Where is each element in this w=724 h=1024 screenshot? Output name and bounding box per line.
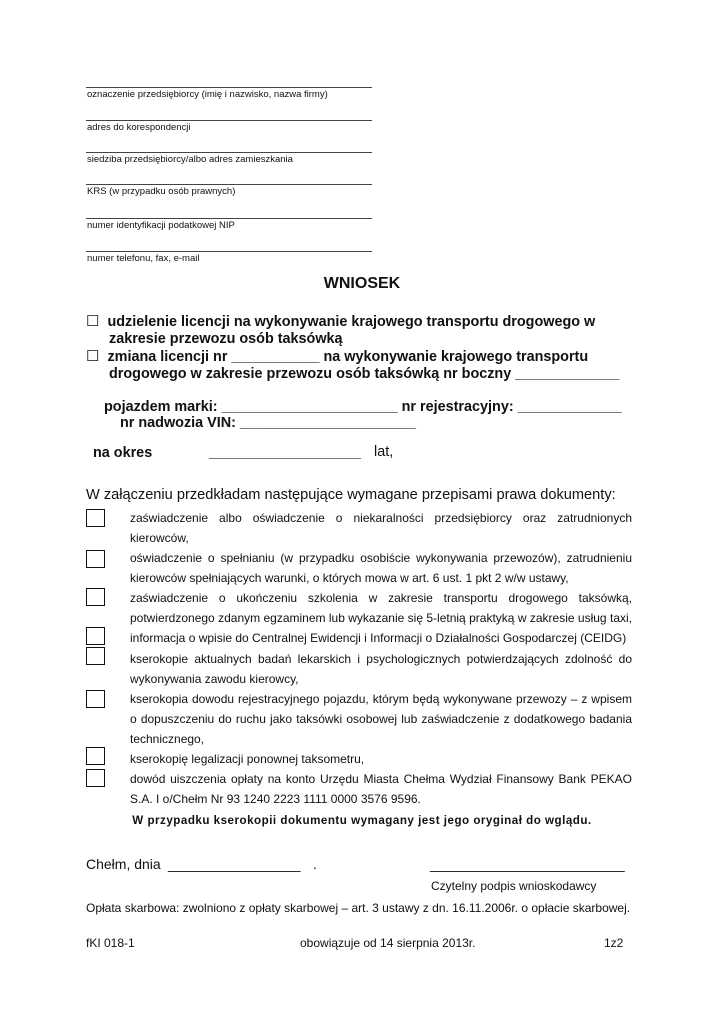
document-item-line: wykonywania zawodu kierowcy, bbox=[130, 672, 299, 686]
place-date-label: Chełm, dnia bbox=[86, 856, 161, 872]
form-code: fKI 018-1 bbox=[86, 936, 135, 950]
valid-from: obowiązuje od 14 sierpnia 2013r. bbox=[300, 936, 476, 950]
document-item-line: kserokopie aktualnych badań lekarskich i psychologicznych potwierdzających zdolność do bbox=[130, 652, 632, 666]
registered-office-caption: siedziba przedsiębiorcy/albo adres zamieszkania bbox=[87, 154, 293, 165]
vehicle-make-registration[interactable]: pojazdem marki: ______________________ nr rejestracyjny: _____________ bbox=[104, 399, 622, 415]
document-item-line: kserokopię legalizacji ponownej taksometru, bbox=[130, 752, 365, 766]
date-blank[interactable]: _________________ bbox=[168, 856, 301, 872]
registered-office-line[interactable] bbox=[86, 152, 372, 153]
document-item-line: o dopuszczeniu do ruchu jako taksówki osobowej lub zaświadczenie z dodatkowego badania bbox=[130, 712, 632, 726]
document-item-line: kserokopia dowodu rejestracyjnego pojazdu, którym będą wykonywane przewozy – z wpisem bbox=[130, 692, 632, 706]
checkbox-icon[interactable]: ☐ bbox=[86, 348, 100, 365]
license-change-line2: drogowego w zakresie przewozu osób taksówką nr boczny _____________ bbox=[109, 366, 620, 382]
nip-caption: numer identyfikacji podatkowej NIP bbox=[87, 220, 235, 231]
license-grant-option[interactable] bbox=[86, 312, 595, 332]
period-label: na okres bbox=[93, 445, 153, 461]
signature-blank[interactable]: _________________________ bbox=[430, 856, 625, 872]
license-change-option[interactable] bbox=[86, 347, 588, 367]
document-checkbox[interactable] bbox=[86, 747, 105, 765]
nip-line[interactable] bbox=[86, 218, 372, 219]
document-checkbox[interactable] bbox=[86, 509, 105, 527]
page-title: WNIOSEK bbox=[323, 275, 401, 292]
vehicle-vin[interactable]: nr nadwozia VIN: ______________________ bbox=[120, 415, 417, 431]
document-checkbox[interactable] bbox=[86, 769, 105, 787]
document-item-line: dowód uiszczenia opłaty na konto Urzędu Miasta Chełma Wydział Finansowy Bank PEKAO bbox=[130, 772, 632, 786]
attachments-intro: W załączeniu przedkładam następujące wymagane przepisami prawa dokumenty: bbox=[86, 487, 616, 503]
page-number: 1z2 bbox=[604, 936, 624, 950]
document-item-line: zaświadczenie albo oświadczenie o niekaralności przedsiębiorcy oraz zatrudnionych bbox=[130, 511, 632, 525]
applicant-name-caption: oznaczenie przedsiębiorcy (imię i nazwisko, nazwa firmy) bbox=[87, 89, 328, 100]
document-checkbox[interactable] bbox=[86, 550, 105, 568]
krs-caption: KRS (w przypadku osób prawnych) bbox=[87, 186, 236, 197]
original-document-note: W przypadku kserokopii dokumentu wymagany jest jego oryginał do wglądu. bbox=[132, 814, 592, 827]
document-item-line: kierowców spełniających warunki, o których mowa w art. 6 ust. 1 pkt 2 w/w ustawy, bbox=[130, 571, 569, 585]
document-item-line: S.A. I o/Chełm Nr 93 1240 2223 1111 0000 3576 9596. bbox=[130, 792, 421, 806]
applicant-name-line[interactable] bbox=[86, 87, 372, 88]
document-item-line: informacja o wpisie do Centralnej Ewidencji i Informacji o Działalności Gospodarczej (CEIDG) bbox=[130, 631, 627, 645]
license-change-line1: zmiana licencji nr ___________ na wykonywanie krajowego transportu bbox=[107, 349, 589, 365]
document-item-line: oświadczenie o spełnianiu (w przypadku osobiście wykonywania przewozów), zatrudnieniu bbox=[130, 551, 632, 565]
document-item-line: technicznego, bbox=[130, 732, 205, 746]
document-checkbox[interactable] bbox=[86, 627, 105, 645]
document-checkbox[interactable] bbox=[86, 690, 105, 708]
license-grant-line2: zakresie przewozu osób taksówką bbox=[109, 331, 343, 347]
checkbox-icon[interactable]: ☐ bbox=[86, 313, 100, 330]
signature-caption: Czytelny podpis wnioskodawcy bbox=[431, 879, 597, 893]
correspondence-address-line[interactable] bbox=[86, 120, 372, 121]
document-item-line: zaświadczenie o ukończeniu szkolenia w zakresie transportu drogowego taksówką, bbox=[130, 591, 632, 605]
period-blank[interactable]: ___________________ bbox=[209, 445, 362, 461]
contact-caption: numer telefonu, fax, e-mail bbox=[87, 253, 200, 264]
stamp-duty-note: Opłata skarbowa: zwolniono z opłaty skarbowej – art. 3 ustawy z dn. 16.11.2006r. o opłacie skarbowej. bbox=[86, 901, 631, 915]
krs-line[interactable] bbox=[86, 184, 372, 185]
correspondence-address-caption: adres do korespondencji bbox=[87, 122, 191, 133]
document-checkbox[interactable] bbox=[86, 647, 105, 665]
contact-line[interactable] bbox=[86, 251, 372, 252]
document-item-line: kierowców, bbox=[130, 531, 189, 545]
document-checkbox[interactable] bbox=[86, 588, 105, 606]
period-unit: lat, bbox=[374, 444, 394, 460]
date-dot: . bbox=[313, 856, 317, 872]
license-grant-line1: udzielenie licencji na wykonywanie krajowego transportu drogowego w bbox=[107, 314, 596, 330]
document-item-line: potwierdzonego zdanym egzaminem lub wykazanie się 5-letnią praktyką w zakresie usług taxi, bbox=[130, 611, 632, 625]
